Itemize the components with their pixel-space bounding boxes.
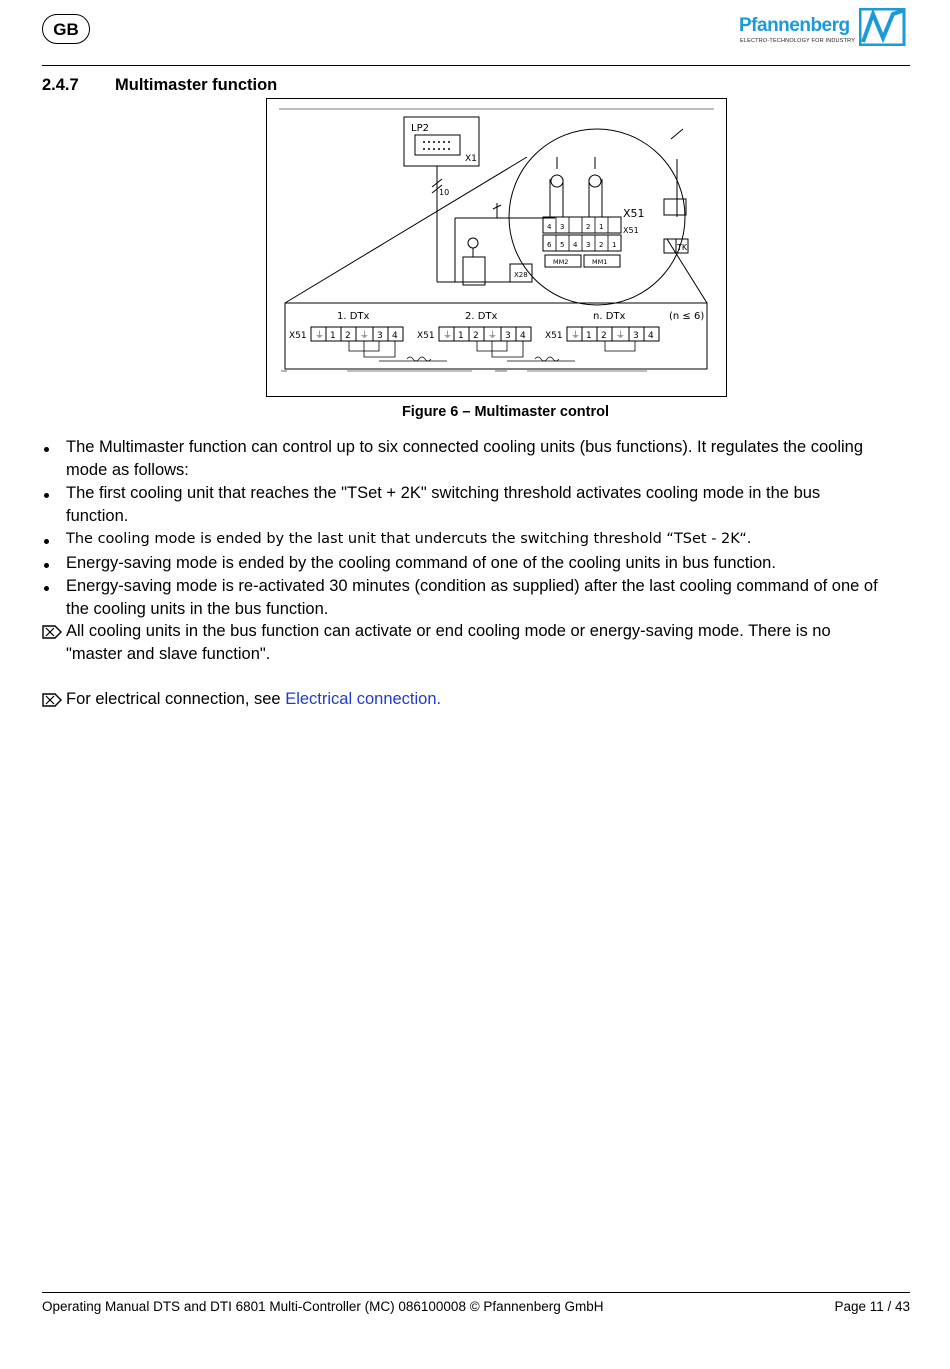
header-divider: [42, 65, 910, 66]
svg-text:2: 2: [599, 241, 604, 249]
note-text: All cooling units in the bus function can activate or end cooling mode or energy-saving mode. There is no: [66, 622, 831, 640]
svg-text:⏚: ⏚: [616, 331, 626, 341]
logo-tagline: ELECTRO-TECHNOLOGY FOR INDUSTRY: [740, 38, 856, 44]
svg-text:4: 4: [573, 241, 578, 249]
label-n-condition: (n ≤ 6): [669, 311, 705, 322]
label-x1: X1: [465, 154, 477, 164]
svg-text:⏚: ⏚: [360, 331, 370, 341]
bullet-text: The Multimaster function can control up to six connected cooling units (bus functions). It regulates the cooling: [66, 438, 864, 456]
svg-text:2: 2: [601, 331, 607, 341]
label-wire-10: 10: [439, 188, 450, 197]
label-mm1: MM1: [592, 258, 608, 266]
svg-text:2: 2: [586, 223, 591, 231]
svg-text:4: 4: [392, 331, 398, 341]
footer-page-number: Page 11 / 43: [834, 1299, 910, 1314]
label-x51-unitn: X51: [545, 331, 563, 341]
svg-text:1: 1: [586, 331, 592, 341]
section-number: 2.4.7: [42, 76, 79, 94]
label-x51-inner: X51: [623, 226, 639, 235]
bullet-dot-icon: [44, 447, 49, 452]
section-title: Multimaster function: [115, 76, 278, 94]
bullet-dot-icon: [44, 493, 49, 498]
svg-text:3: 3: [377, 331, 383, 341]
bullet-text: mode as follows:: [66, 461, 189, 479]
svg-text:⏚: ⏚: [488, 331, 498, 341]
label-dtx-2: 2. DTx: [465, 311, 498, 322]
bullet-dot-icon: [44, 586, 49, 591]
svg-text:2: 2: [473, 331, 479, 341]
svg-text:3: 3: [560, 223, 565, 231]
svg-text:4: 4: [648, 331, 654, 341]
multimaster-wiring-figure: [266, 98, 727, 397]
label-mm2: MM2: [553, 258, 569, 266]
svg-text:5: 5: [560, 241, 565, 249]
figure-caption: Figure 6 – Multimaster control: [401, 404, 610, 420]
footer-divider: [42, 1292, 910, 1293]
svg-text:⏚: ⏚: [571, 331, 581, 341]
svg-text:⏚: ⏚: [443, 331, 453, 341]
svg-text:⏚: ⏚: [315, 331, 325, 341]
label-dtx-1: 1. DTx: [337, 311, 370, 322]
bullet-text: The first cooling unit that reaches the "TSet + 2K" switching threshold activates cooling mode in the bus: [66, 484, 821, 502]
svg-text:4: 4: [520, 331, 526, 341]
logo-emblem-icon: [859, 8, 907, 46]
language-badge: GB: [42, 14, 90, 44]
svg-text:3: 3: [633, 331, 639, 341]
bullet-text: function.: [66, 507, 129, 525]
label-dtx-n: n. DTx: [593, 311, 626, 322]
logo-wordmark: Pfannenberg: [739, 15, 850, 36]
label-lp2: LP2: [411, 123, 429, 134]
bullet-dot-icon: [44, 539, 49, 544]
svg-text:6: 6: [547, 241, 552, 249]
svg-text:3: 3: [586, 241, 591, 249]
footer-document-info: Operating Manual DTS and DTI 6801 Multi-Controller (MC) 086100008 © Pfannenberg GmbH: [42, 1299, 604, 1314]
label-x51-unit1: X51: [289, 331, 307, 341]
svg-text:1: 1: [330, 331, 336, 341]
label-x28: X28: [514, 271, 528, 279]
svg-text:4: 4: [547, 223, 552, 231]
note-text: For electrical connection, see: [66, 690, 286, 708]
bullet-text: the cooling units in the bus function.: [66, 600, 329, 618]
pfannenberg-logo: [737, 8, 909, 48]
svg-text:1: 1: [599, 223, 604, 231]
svg-text:1: 1: [458, 331, 464, 341]
bullet-dot-icon: [44, 563, 49, 568]
electrical-connection-link[interactable]: Electrical connection.: [285, 690, 442, 708]
svg-text:2: 2: [345, 331, 351, 341]
note-text: "master and slave function".: [66, 645, 271, 663]
note-pointer-icon: [42, 693, 62, 707]
label-x51-unit2: X51: [417, 331, 435, 341]
bullet-text: The cooling mode is ended by the last unit that undercuts the switching threshold “TSet - 2K“.: [66, 531, 752, 547]
svg-text:1: 1: [612, 241, 617, 249]
svg-text:3: 3: [505, 331, 511, 341]
label-x51-top: X51: [623, 207, 645, 220]
label-tk: TK: [677, 243, 688, 252]
bullet-text: Energy-saving mode is ended by the cooling command of one of the cooling units in bus function.: [66, 554, 776, 572]
note-pointer-icon: [42, 625, 62, 639]
bullet-text: Energy-saving mode is re-activated 30 minutes (condition as supplied) after the last cooling command of one of: [66, 577, 878, 595]
wiring-diagram: [267, 99, 726, 396]
